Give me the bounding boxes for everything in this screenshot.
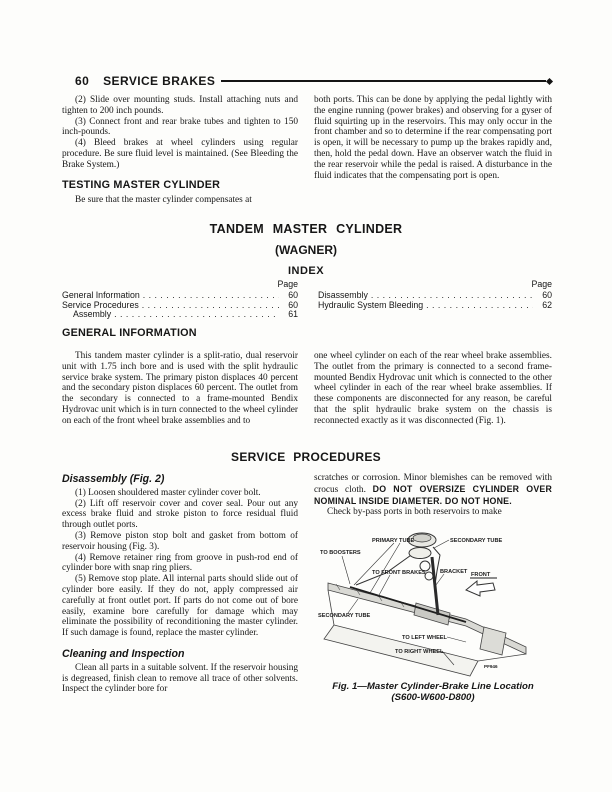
page-header-title: SERVICE BRAKES <box>103 74 216 88</box>
figure-1-illustration <box>316 527 554 679</box>
figure-label-secondary-tube-top: SECONDARY TUBE <box>450 538 503 544</box>
disassembly-heading: Disassembly (Fig. 2) <box>62 473 165 485</box>
dot-leader <box>114 310 279 320</box>
figure-caption-line2: (S600-W600-D800) <box>391 692 475 703</box>
body-paragraph: one wheel cylinder on each of the rear wheel brake assemblies. The outlet from the primary is connected to a second frame-mounted Bendix Hydrovac unit which is connected to the other wheel cylinder in each of the rear wheel brake assemblies. If these components are disconnected for any reason, be careful that the split hydraulic brake system on the chassis is reconnected exactly as it was disconnected (Fig. 1). <box>314 351 552 426</box>
figure-label-bracket: BRACKET <box>440 569 468 575</box>
step-paragraph: (1) Loosen shouldered master cylinder cover bolt. <box>75 487 261 498</box>
step-paragraph: (3) Connect front and rear brake tubes and tighten to 150 inch-pounds. <box>62 116 298 138</box>
header-rule <box>221 80 546 82</box>
index-page-label: Page <box>277 279 298 289</box>
index-entry <box>62 310 298 320</box>
figure-label-to-left-wheel: TO LEFT WHEEL <box>402 635 447 641</box>
index-entry-page: 60 <box>542 289 552 300</box>
body-paragraph: Clean all parts in a suitable solvent. If the reservoir housing is degreased, finish clean to remove all trace of other solvents. Inspect the cylinder bore for <box>62 662 298 695</box>
figure-label-to-right-wheel: TO RIGHT WHEEL <box>395 649 444 655</box>
index-entry-label: Assembly <box>73 309 112 320</box>
index-entry-label: Service Procedures <box>62 299 139 310</box>
index-entry-page: 62 <box>542 299 552 310</box>
body-paragraph: This tandem master cylinder is a split-ratio, dual reservoir unit with 1.75 inch bore and is used with the split hydraulic service brake system. The primary piston displaces 40 percent and the secondary piston displaces 60 percent. The outlet from the secondary is connected to a frame-mounted Bendix Hydrovac unit which is in turn connected to the wheel cylinder on each of the front wheel brake assemblies and to <box>62 351 298 426</box>
service-procedures-right <box>314 473 552 518</box>
figure-label-front: FRONT <box>471 572 491 578</box>
page-number: 60 <box>75 74 90 88</box>
figure-plate-code: PF946 <box>484 664 498 669</box>
body-paragraph: Check by-pass ports in both reservoirs to make <box>327 507 502 518</box>
index-entry-page: 61 <box>288 309 298 320</box>
step-paragraph: (2) Lift off reservoir cover and cover seal. Pour out any excess brake fluid and stroke piston to force residual fluid through outlet ports. <box>62 498 298 531</box>
service-procedures-heading: SERVICE PROCEDURES <box>231 450 381 464</box>
body-paragraph <box>314 473 552 507</box>
figure-1-caption <box>310 681 556 703</box>
cleaning-inspection-heading: Cleaning and Inspection <box>62 647 185 660</box>
body-paragraph: Be sure that the master cylinder compensates at <box>75 195 252 206</box>
top-right-column <box>314 95 552 181</box>
general-information-left <box>62 351 298 427</box>
body-paragraph: both ports. This can be done by applying the pedal lightly with the engine running (power brakes) and observing for a gyser of fluid squirting up in the reservoirs. This may only occur in the front chamber and so to determine if the rear compensating port is open, it will be necessary to pump up the brakes rapidly and, then, hold the pedal down. Have an observer watch the fluid in the rear reservoir while the pedal is raised. A disturbance in the fluid indicates that the compensating port is open. <box>314 95 552 181</box>
chassis-line-drawing <box>316 527 554 679</box>
page-header <box>75 74 552 88</box>
index-left-column <box>62 280 298 320</box>
general-information-heading: GENERAL INFORMATION <box>62 327 197 339</box>
figure-label-to-front-brakes: TO FRONT BRAKES <box>372 570 426 576</box>
index-entry-page: 60 <box>288 289 298 300</box>
index-page-label: Page <box>531 279 552 289</box>
section-subtitle: (WAGNER) <box>275 243 337 257</box>
header-diamond-icon <box>546 77 553 84</box>
step-paragraph: (4) Bleed brakes at wheel cylinders using regular procedure. Be sure fluid level is maintained. (See Bleeding the Brake System.) <box>62 138 298 170</box>
top-left-column <box>62 95 298 206</box>
step-paragraph: (5) Remove stop plate. All internal parts should slide out of cylinder bore easily. If they do not, apply compressed air carefully at front outlet port. If parts do not come out of bore easily, examine bore carefully for damage which may eliminate the possibility of reconditioning the master cylinder. If such damage is found, replace the master cylinder. <box>62 574 298 639</box>
index-entry-label: Disassembly <box>318 289 368 300</box>
testing-master-cylinder-heading: TESTING MASTER CYLINDER <box>62 178 221 191</box>
warning-text: DO NOT OVERSIZE CYLINDER OVER NOMINAL INSIDE DIAMETER. DO NOT HONE. <box>314 483 553 506</box>
general-information-right <box>314 351 552 427</box>
step-paragraph: (2) Slide over mounting studs. Install attaching nuts and tighten to 200 inch pounds. <box>62 95 298 116</box>
paragraph-normal-text: scratches or corrosion. Minor blemishes can be removed with crocus cloth. <box>314 473 552 495</box>
index-entry <box>318 301 552 311</box>
figure-label-secondary-tube-left: SECONDARY TUBE <box>318 613 371 619</box>
general-information-heading-wrap <box>62 328 298 339</box>
figure-label-to-boosters: TO BOOSTERS <box>320 550 361 556</box>
index-entry-page: 60 <box>288 299 298 310</box>
dot-leader <box>426 301 533 311</box>
service-procedures-left <box>62 474 298 695</box>
figure-label-primary-tube: PRIMARY TUBE <box>372 538 415 544</box>
dot-leader <box>142 301 279 311</box>
figure-caption-line1: Fig. 1—Master Cylinder-Brake Line Location <box>332 681 534 692</box>
index-heading: INDEX <box>287 265 325 277</box>
step-paragraph: (3) Remove piston stop bolt and gasket from bottom of reservoir housing (Fig. 3). <box>62 530 298 552</box>
index-entry-label: General Information <box>62 289 140 300</box>
step-paragraph: (4) Remove retainer ring from groove in push-rod end of cylinder bore with snap ring pliers. <box>62 552 298 574</box>
index-entry-label: Hydraulic System Bleeding <box>318 299 424 310</box>
dot-leader <box>143 291 279 301</box>
section-title: TANDEM MASTER CYLINDER <box>209 222 403 236</box>
index-right-column <box>318 280 552 310</box>
